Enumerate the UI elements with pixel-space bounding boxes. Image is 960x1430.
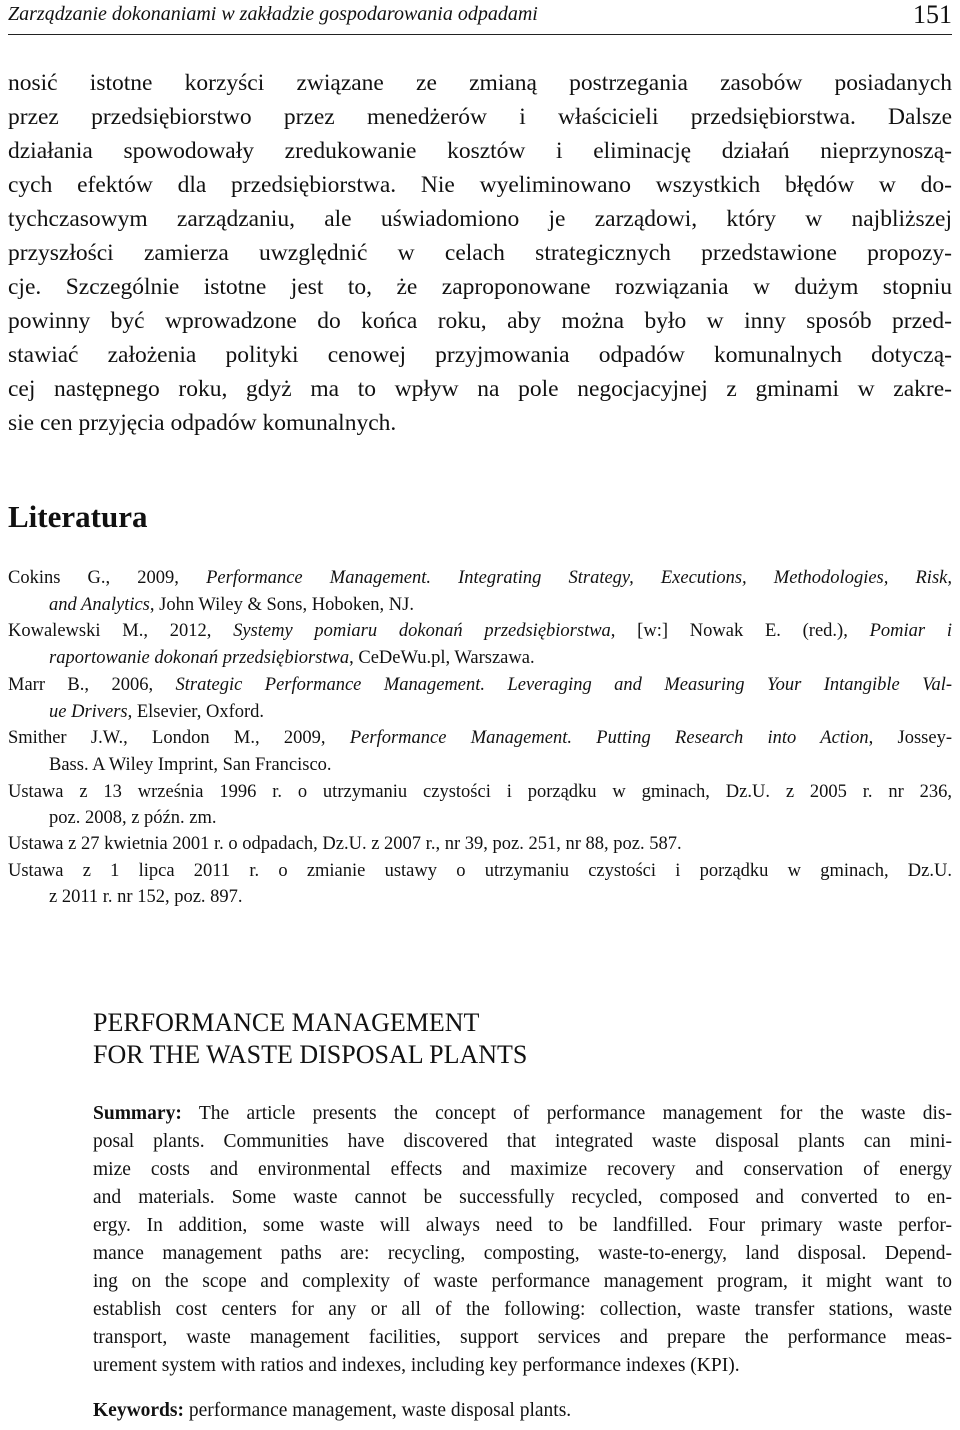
body-line: cych efektów dla przedsiębiorstwa. Nie wyeliminowano wszystkich błędów w do- xyxy=(8,172,952,198)
summary-line: ergy. In addition, some waste will always need to be landfilled. Four primary waste perfor- xyxy=(93,1215,952,1236)
reference-entry: Smither J.W., London M., 2009, Performance Management. Putting Research into Action, Jossey- xyxy=(8,728,952,748)
reference-entry: Kowalewski M., 2012, Systemy pomiaru dokonań przedsiębiorstwa, [w:] Nowak E. (red.), Pomiar i xyxy=(8,621,952,641)
english-title-line: FOR THE WASTE DISPOSAL PLANTS xyxy=(93,1040,528,1069)
running-title: Zarządzanie dokonaniami w zakładzie gospodarowania odpadami xyxy=(8,3,538,25)
keywords-line: Keywords: performance management, waste disposal plants. xyxy=(93,1400,572,1421)
body-line: sie cen przyjęcia odpadów komunalnych. xyxy=(8,410,397,436)
reference-entry-continuation: poz. 2008, z późn. zm. xyxy=(49,808,217,828)
literature-heading: Literatura xyxy=(8,499,148,534)
summary-line: Summary: The article presents the concept of performance management for the waste dis- xyxy=(93,1103,952,1124)
body-line: stawiać założenia polityki cenowej przyjmowania odpadów komunalnych dotyczą- xyxy=(8,342,952,368)
reference-entry-continuation: z 2011 r. nr 152, poz. 897. xyxy=(49,887,243,907)
keywords-label: Keywords: xyxy=(93,1400,184,1421)
body-line: nosić istotne korzyści związane ze zmianą postrzegania zasobów posiadanych xyxy=(8,70,952,96)
body-line: cje. Szczególnie istotne jest to, że zaproponowane rozwiązania w dużym stopniu xyxy=(8,274,952,300)
summary-line: posal plants. Communities have discovered that integrated waste disposal plants can mini- xyxy=(93,1131,952,1152)
body-line: tychczasowym zarządzaniu, ale uświadomiono je zarządowi, który w najbliższej xyxy=(8,206,952,232)
english-title-line: PERFORMANCE MANAGEMENT xyxy=(93,1008,480,1037)
summary-label: Summary: xyxy=(93,1103,182,1124)
reference-entry: Cokins G., 2009, Performance Management. Integrating Strategy, Executions, Methodologies, Risk, xyxy=(8,568,952,588)
reference-entry: Ustawa z 27 kwietnia 2001 r. o odpadach, Dz.U. z 2007 r., nr 39, poz. 251, nr 88, poz. 587. xyxy=(8,834,682,854)
body-line: przez przedsiębiorstwo przez menedżerów i właścicieli przedsiębiorstwa. Dalsze xyxy=(8,104,952,130)
body-line: działania spowodowały zredukowanie kosztów i eliminację działań nieprzynoszą- xyxy=(8,138,952,164)
reference-entry-continuation: and Analytics, John Wiley & Sons, Hoboken, NJ. xyxy=(49,595,414,615)
body-line: powinny być wprowadzone do końca roku, aby można było w inny sposób przed- xyxy=(8,308,952,334)
reference-entry-continuation: Bass. A Wiley Imprint, San Francisco. xyxy=(49,755,332,775)
page-number: 151 xyxy=(913,0,952,29)
reference-entry: Marr B., 2006, Strategic Performance Management. Leveraging and Measuring Your Intangible Val- xyxy=(8,675,953,695)
summary-line: establish cost centers for any or all of the following: collection, waste transfer stations, waste xyxy=(93,1299,952,1320)
summary-line: ing on the scope and complexity of waste performance management program, it might want to xyxy=(93,1271,952,1292)
summary-line: transport, waste management facilities, support services and prepare the performance meas- xyxy=(93,1327,952,1348)
reference-entry-continuation: raportowanie dokonań przedsiębiorstwa, CeDeWu.pl, Warszawa. xyxy=(49,648,535,668)
reference-entry-continuation: ue Drivers, Elsevier, Oxford. xyxy=(49,702,265,722)
summary-line: and materials. Some waste cannot be successfully recycled, composed and converted to en- xyxy=(93,1187,952,1208)
page-header xyxy=(8,0,952,35)
summary-line: urement system with ratios and indexes, including key performance indexes (KPI). xyxy=(93,1355,740,1376)
body-line: przyszłości zamierza uwzględnić w celach strategicznych przedstawione propozy- xyxy=(8,240,952,266)
summary-line: mance management paths are: recycling, composting, waste-to-energy, land disposal. Depend- xyxy=(93,1243,952,1264)
reference-entry: Ustawa z 1 lipca 2011 r. o zmianie ustawy o utrzymaniu czystości i porządku w gminach, Dz.U. xyxy=(8,861,952,881)
summary-line: mize costs and environmental effects and maximize recovery and conservation of energy xyxy=(93,1159,952,1180)
reference-entry: Ustawa z 13 września 1996 r. o utrzymaniu czystości i porządku w gminach, Dz.U. z 2005 r. nr 236, xyxy=(8,782,952,802)
body-line: cej następnego roku, gdyż ma to wpływ na pole negocjacyjnej z gminami w zakre- xyxy=(8,376,952,402)
